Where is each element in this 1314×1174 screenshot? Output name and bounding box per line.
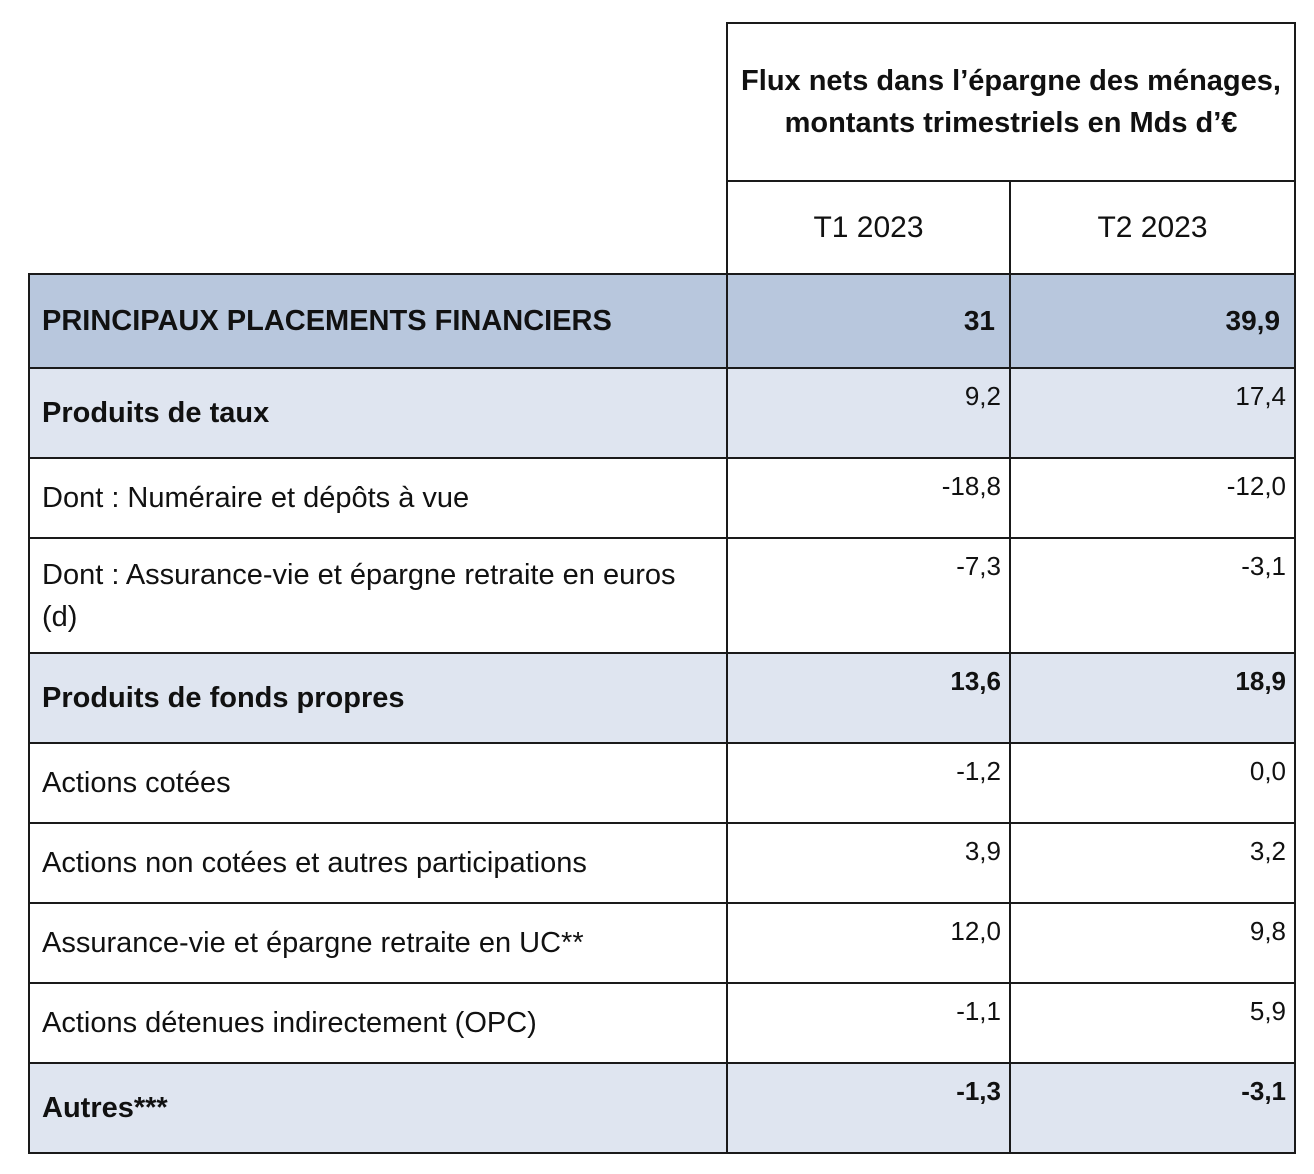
- row-label: Assurance-vie et épargne retraite en UC**: [29, 903, 727, 983]
- table-row: [29, 983, 1295, 1063]
- value-t1: 3,9: [727, 823, 1010, 903]
- savings-flows-table: [28, 22, 1296, 1154]
- table-title: Flux nets dans l’épargne des ménages, montants trimestriels en Mds d’€: [727, 23, 1295, 181]
- table-row: [29, 538, 1295, 653]
- value-t2: 39,9: [1010, 274, 1295, 368]
- value-t2: 3,2: [1010, 823, 1295, 903]
- value-t1: 13,6: [727, 653, 1010, 743]
- row-label: Dont : Numéraire et dépôts à vue: [29, 458, 727, 538]
- value-t2: -3,1: [1010, 1063, 1295, 1153]
- table-row-total: [29, 274, 1295, 368]
- table-row: [29, 823, 1295, 903]
- value-t1: 12,0: [727, 903, 1010, 983]
- value-t2: 0,0: [1010, 743, 1295, 823]
- row-label: Actions cotées: [29, 743, 727, 823]
- value-t2: 17,4: [1010, 368, 1295, 458]
- column-header-t1: T1 2023: [727, 181, 1010, 274]
- value-t2: 9,8: [1010, 903, 1295, 983]
- value-t1: 31: [727, 274, 1010, 368]
- column-header-t2: T2 2023: [1010, 181, 1295, 274]
- value-t1: -7,3: [727, 538, 1010, 653]
- value-t1: -1,2: [727, 743, 1010, 823]
- table-row-category: [29, 653, 1295, 743]
- value-t1: -1,3: [727, 1063, 1010, 1153]
- value-t1: -18,8: [727, 458, 1010, 538]
- value-t2: 5,9: [1010, 983, 1295, 1063]
- table-row-category: [29, 1063, 1295, 1153]
- row-label: Autres***: [29, 1063, 727, 1153]
- value-t2: 18,9: [1010, 653, 1295, 743]
- row-label: Actions détenues indirectement (OPC): [29, 983, 727, 1063]
- row-label: Actions non cotées et autres participations: [29, 823, 727, 903]
- empty-corner: [29, 23, 727, 274]
- table-row: [29, 458, 1295, 538]
- table-row-category: [29, 368, 1295, 458]
- value-t1: -1,1: [727, 983, 1010, 1063]
- table-title-row: [29, 23, 1295, 181]
- table-row: [29, 743, 1295, 823]
- value-t2: -12,0: [1010, 458, 1295, 538]
- row-label: Produits de fonds propres: [29, 653, 727, 743]
- table-row: [29, 903, 1295, 983]
- row-label: PRINCIPAUX PLACEMENTS FINANCIERS: [29, 274, 727, 368]
- row-label: Produits de taux: [29, 368, 727, 458]
- row-label: Dont : Assurance-vie et épargne retraite en euros (d): [29, 538, 727, 653]
- value-t1: 9,2: [727, 368, 1010, 458]
- value-t2: -3,1: [1010, 538, 1295, 653]
